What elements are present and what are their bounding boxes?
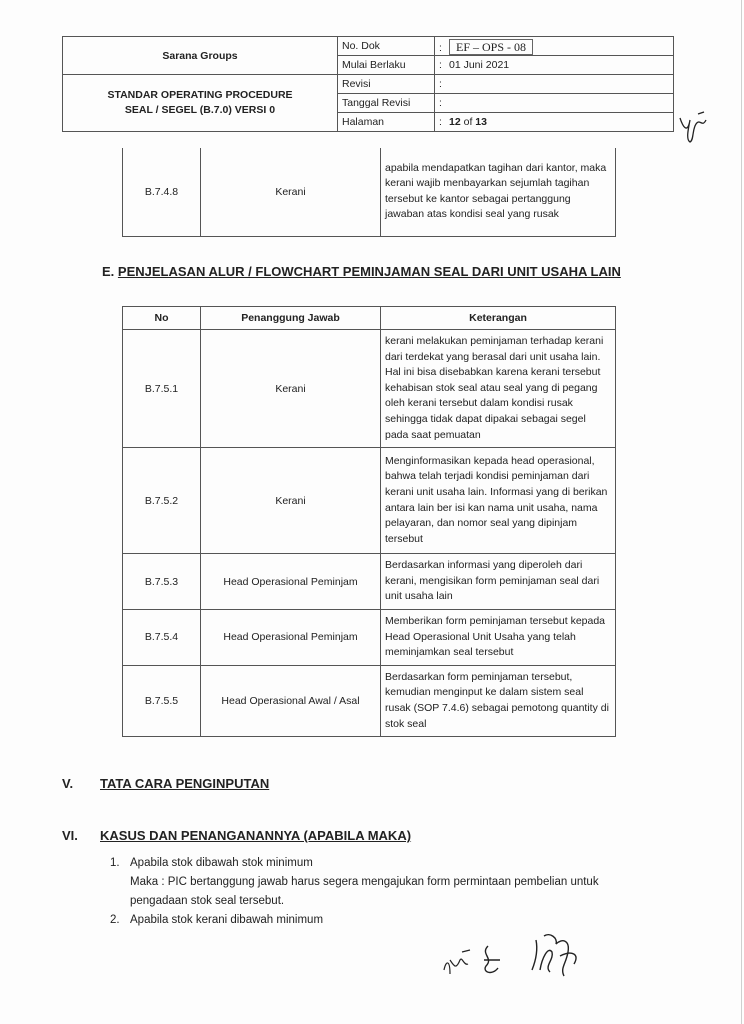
row-responsible: Head Operasional Peminjam — [201, 554, 381, 610]
row-responsible: Kerani — [201, 148, 381, 236]
row-number: B.7.5.1 — [123, 330, 201, 448]
page-number-cell: : 12 of 13 — [435, 113, 674, 132]
row-description: Memberikan form peminjaman tersebut kepada Head Operasional Unit Usaha yang telah meminjamkan seal tersebut — [381, 609, 616, 665]
row-description: apabila mendapatkan tagihan dari kantor, maka kerani wajib menbayarkan sejumlah tagihan tersebut ke kantor sebagai pertanggung jawaban atas kondisi seal yang rusak — [381, 148, 616, 236]
section-v-title: TATA CARA PENGINPUTAN — [100, 776, 270, 791]
effective-date: 01 Juni 2021 — [449, 59, 510, 71]
title-line-2: SEAL / SEGEL (B.7.0) VERSI 0 — [124, 104, 276, 116]
company-name: Sarana Groups — [63, 37, 338, 75]
row-responsible: Kerani — [201, 330, 381, 448]
procedure-table-continued — [122, 148, 616, 237]
table-row — [123, 448, 616, 554]
case-list — [110, 854, 670, 930]
title-line-1: STANDAR OPERATING PROCEDURE — [107, 89, 293, 101]
flowchart-table — [122, 306, 616, 737]
list-item: 1. Apabila stok dibawah stok minimum — [110, 857, 313, 869]
section-vi-title: KASUS DAN PENANGANANNYA (APABILA MAKA) — [100, 828, 412, 843]
field-label: Tanggal Revisi — [338, 94, 435, 113]
section-e-title: PENJELASAN ALUR / FLOWCHART PEMINJAMAN SEAL DARI UNIT USAHA LAIN — [117, 264, 621, 279]
doc-number: EF – OPS - 08 — [449, 39, 533, 55]
page-number: 12 — [449, 116, 461, 128]
row-description: kerani melakukan peminjaman terhadap kerani dari terdekat yang berasal dari unit usaha lain. Hal ini bisa disebabkan karena kerani tersebut kehabisan stok seal atau seal yang di pegang oleh kerani tersebut dalam kondisi rusak sehingga tidak dapat dipakai sebagai segel pada saat pemuatan — [381, 330, 616, 448]
list-item-detail: Maka : PIC bertanggung jawab harus segera mengajukan form permintaan pembelian untuk — [130, 876, 599, 888]
table-row — [123, 609, 616, 665]
list-item-detail: pengadaan stok seal tersebut. — [130, 895, 285, 907]
column-header-no: No — [123, 307, 201, 330]
row-number: B.7.5.4 — [123, 609, 201, 665]
row-description: Menginformasikan kepada head operasional, bahwa telah terjadi kondisi peminjaman dari kerani unit usaha lain. Informasi yang di berikan antara lain ber isi kan nama unit usaha, nama pelayaran, dan nomor seal yang dipinjam tersebut — [381, 448, 616, 554]
table-row — [123, 148, 616, 236]
handwritten-signatures — [440, 930, 600, 990]
page-edge-line — [741, 0, 742, 1024]
row-number: B.7.5.3 — [123, 554, 201, 610]
section-v-heading: V. TATA CARA PENGINPUTAN — [62, 776, 270, 791]
effective-date-cell: : 01 Juni 2021 — [435, 56, 674, 75]
field-label: Halaman — [338, 113, 435, 132]
section-vi-heading: VI. KASUS DAN PENANGANANNYA (APABILA MAKA) — [62, 828, 412, 843]
column-header-description: Keterangan — [381, 307, 616, 330]
row-responsible: Head Operasional Peminjam — [201, 609, 381, 665]
table-row — [123, 330, 616, 448]
field-label: No. Dok — [338, 37, 435, 56]
table-row — [123, 665, 616, 736]
row-responsible: Kerani — [201, 448, 381, 554]
document-title — [63, 75, 338, 132]
field-label: Mulai Berlaku — [338, 56, 435, 75]
revision-cell: : — [435, 75, 674, 94]
table-row — [123, 554, 616, 610]
section-e-heading: E. PENJELASAN ALUR / FLOWCHART PEMINJAMAN SEAL DARI UNIT USAHA LAIN — [102, 264, 621, 279]
page-total: 13 — [475, 116, 487, 128]
row-number: B.7.5.5 — [123, 665, 201, 736]
row-number: B.7.5.2 — [123, 448, 201, 554]
row-description: Berdasarkan informasi yang diperoleh dari kerani, mengisikan form peminjaman seal dari unit usaha lain — [381, 554, 616, 610]
doc-number-cell: : EF – OPS - 08 — [435, 37, 674, 56]
document-header — [62, 36, 674, 132]
row-responsible: Head Operasional Awal / Asal — [201, 665, 381, 736]
revision-date-cell: : — [435, 94, 674, 113]
row-description: Berdasarkan form peminjaman tersebut, kemudian menginput ke dalam sistem seal rusak (SOP 7.4.6) sebagai pemotong quantity di stok seal — [381, 665, 616, 736]
row-number: B.7.4.8 — [123, 148, 201, 236]
list-item: 2. Apabila stok kerani dibawah minimum — [110, 914, 324, 926]
field-label: Revisi — [338, 75, 435, 94]
column-header-responsible: Penanggung Jawab — [201, 307, 381, 330]
table-header-row — [123, 307, 616, 330]
initials-signature — [676, 110, 712, 146]
